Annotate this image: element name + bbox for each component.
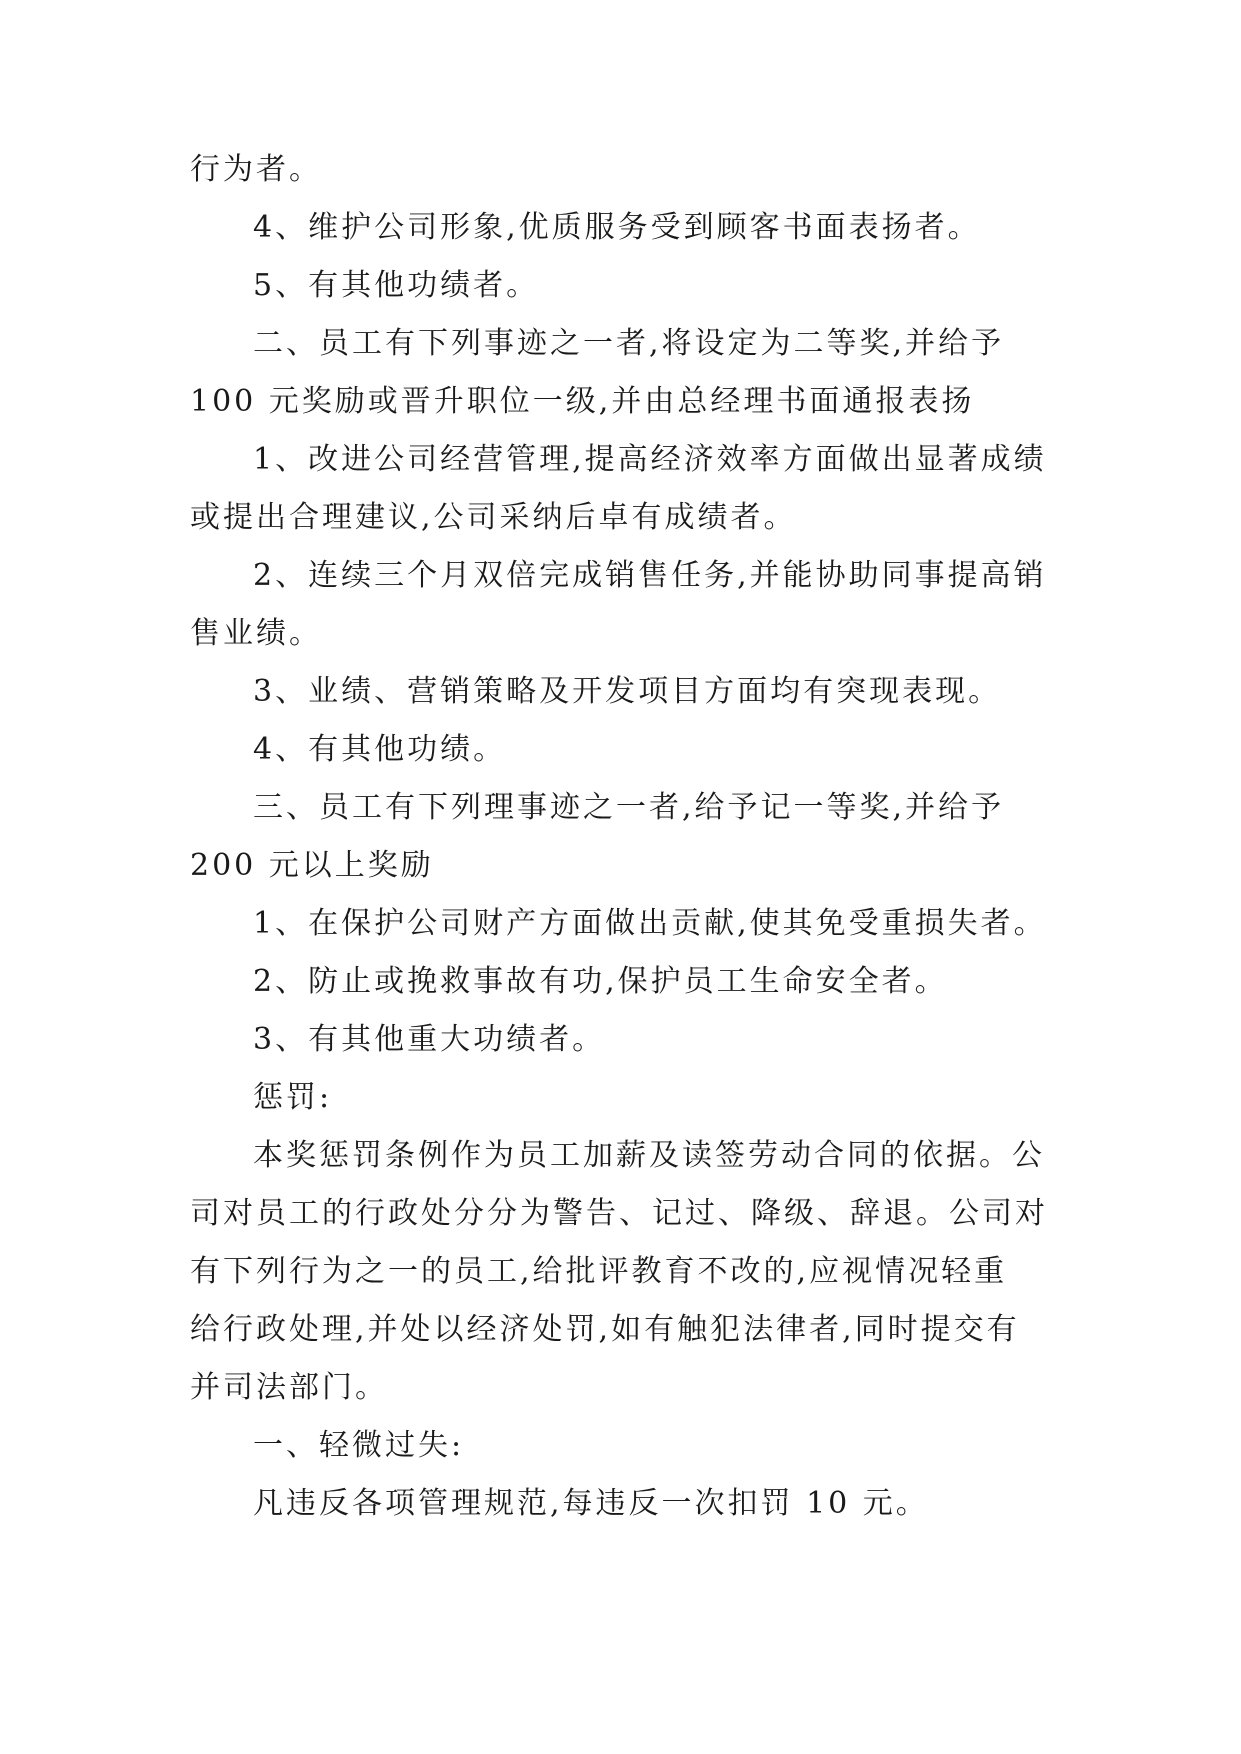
text-line: 并司法部门。 — [190, 1370, 388, 1405]
text-line: 4、维护公司形象,优质服务受到顾客书面表扬者。 — [253, 210, 981, 245]
text-line: 1、在保护公司财产方面做出贡献,使其免受重损失者。 — [253, 906, 1047, 941]
section-heading: 二、员工有下列事迹之一者,将设定为二等奖,并给予 — [253, 326, 1005, 361]
text-line: 凡违反各项管理规范,每违反一次扣罚 10 元。 — [253, 1486, 929, 1521]
text-line: 有下列行为之一的员工,给批评教育不改的,应视情况轻重 — [190, 1254, 1008, 1289]
text-line: 售业绩。 — [190, 616, 322, 651]
section-heading: 惩罚: — [253, 1080, 333, 1115]
text-line: 100 元奖励或晋升职位一级,并由总经理书面通报表扬 — [190, 384, 975, 419]
text-line: 3、业绩、营销策略及开发项目方面均有突现表现。 — [253, 674, 1002, 709]
text-line: 4、有其他功绩。 — [253, 732, 507, 767]
text-line: 3、有其他重大功绩者。 — [253, 1022, 606, 1057]
text-line: 2、连续三个月双倍完成销售任务,并能协助同事提高销 — [253, 558, 1047, 593]
text-line: 行为者。 — [190, 152, 322, 187]
text-line: 本奖惩罚条例作为员工加薪及读签劳动合同的依据。公 — [253, 1138, 1045, 1173]
section-heading: 三、员工有下列理事迹之一者,给予记一等奖,并给予 — [253, 790, 1005, 825]
text-line: 2、防止或挽救事故有功,保护员工生命安全者。 — [253, 964, 948, 999]
text-line: 或提出合理建议,公司采纳后卓有成绩者。 — [190, 500, 797, 535]
text-line: 200 元以上奖励 — [190, 848, 434, 883]
text-line: 给行政处理,并处以经济处罚,如有触犯法律者,同时提交有 — [190, 1312, 1020, 1347]
text-line: 司对员工的行政处分分为警告、记过、降级、辞退。公司对 — [190, 1196, 1048, 1231]
section-heading: 一、轻微过失: — [253, 1428, 465, 1463]
text-line: 5、有其他功绩者。 — [253, 268, 540, 303]
text-line: 1、改进公司经营管理,提高经济效率方面做出显著成绩 — [253, 442, 1047, 477]
